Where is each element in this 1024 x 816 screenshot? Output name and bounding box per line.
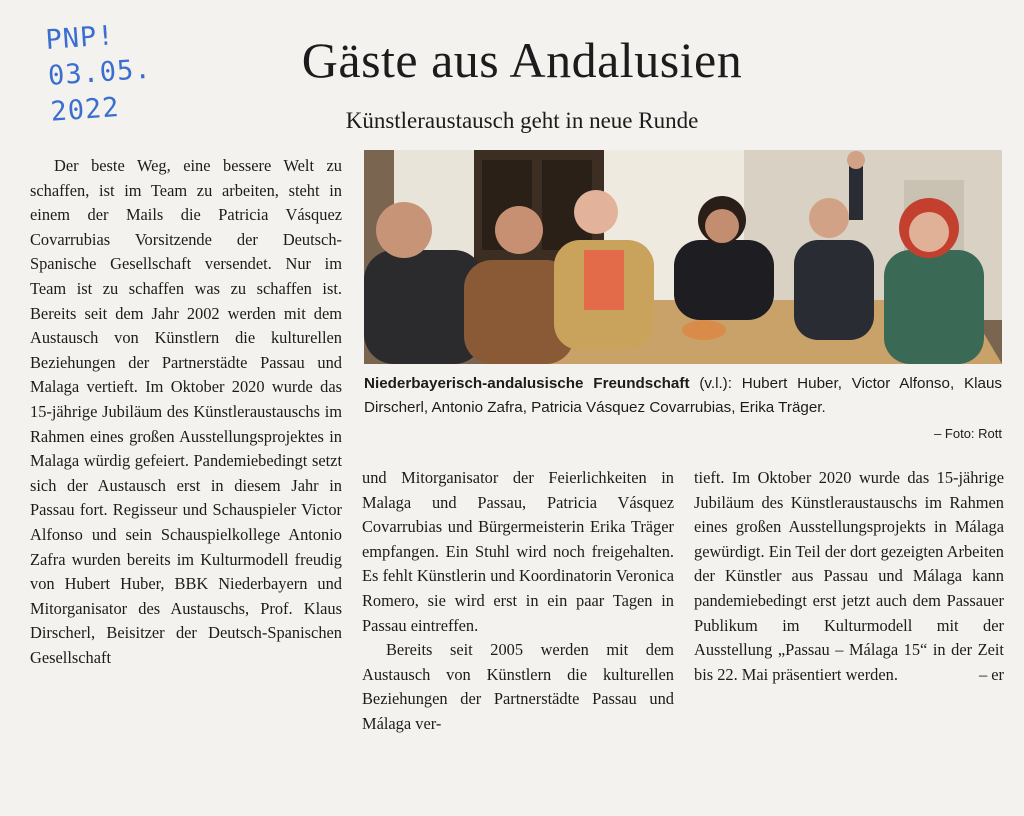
photo-caption <box>364 372 1002 419</box>
article-paragraph-1-end: und Mitorganisator der Feierlichkeiten in Malaga und Passau, Patricia Vásquez Covarrubias und Bürgermeisterin Erika Träger empfangen. Ein Stuhl wird noch freigehalten. Es fehlt Künstlerin und Koordinatorin Veronica Romero, sie wird erst in ein paar Tagen in Passau eintreffen. <box>362 468 674 635</box>
article-paragraph-2-end: tieft. Im Oktober 2020 wurde das 15-jährige Jubiläum des Künstleraustauschs im Rahmen eines großen Ausstellungsprojekts in Málaga gewürdigt. Ein Teil der dort gezeigten Arbeiten der Künstler aus Passau und Málaga kann pandemiebedingt erst jetzt auch dem Passauer Publikum im Kulturmodell mit der Ausstellung „Passau – Málaga 15“ in der Zeit bis 22. Mai präsentiert werden. – er <box>694 466 1004 687</box>
handnote-year: 2022 <box>49 92 121 128</box>
article-column-2 <box>362 466 674 737</box>
subheadline: Künstleraustausch geht in neue Runde <box>345 108 699 133</box>
article-paragraph-2-start: Bereits seit 2005 werden mit dem Austausch von Künstlern die kulturellen Beziehungen der Partnerstädte Passau und Málaga ver- <box>362 640 674 733</box>
handnote-date: 03.05. <box>47 53 153 92</box>
headline: Gäste aus Andalusien <box>301 32 743 88</box>
author-signoff: – er <box>978 664 1004 684</box>
article-column-3 <box>694 466 1004 687</box>
group-photo <box>364 150 1002 364</box>
photo-caption-bold: Niederbayerisch-andalusische Freundschaft <box>364 375 690 392</box>
photo-credit: – Foto: Rott <box>934 426 1002 441</box>
handnote-source: PNP! <box>44 20 116 56</box>
group-photo-illustration <box>364 150 1002 364</box>
article-paragraph-1-start: Der beste Weg, eine bessere Welt zu schaffen, ist im Team zu arbeiten, steht in einem der Mails die Patricia Vásquez Covarrubias Vorsitzende der Deutsch-Spanische Gesellschaft versendet. Nur im Team ist zu schaffen was zu schaffen ist. Bereits seit dem Jahr 2002 werden mit dem Austausch von Künstlern die kulturellen Beziehungen der Partnerstädte Passau und Malaga vertieft. Im Oktober 2020 wurde das 15-jährige Jubiläum des Künstleraustauschs im Rahmen eines großen Ausstellungsprojektes in Malaga würdig gefeiert. Pandemiebedingt setzt sich der Austausch erst in diesem Jahr in Passau fort. Regisseur und Schauspieler Victor Alfonso und sein Schauspielkollege Antonio Zafra wurden bereits im Kulturmodell freudig von Hubert Huber, BBK Niederbayern und Mitorganisator des Austauschs, Prof. Klaus Dirscherl, Beisitzer der Deutsch-Spanischen Gesellschaft <box>30 156 342 667</box>
photo-caption-text: (v.l.): Hubert Huber, Victor Alfonso, Klaus Dirscherl, Antonio Zafra, Patricia Vásquez Covarrubias, Erika Träger. <box>364 375 1002 416</box>
article-column-1 <box>30 154 342 670</box>
